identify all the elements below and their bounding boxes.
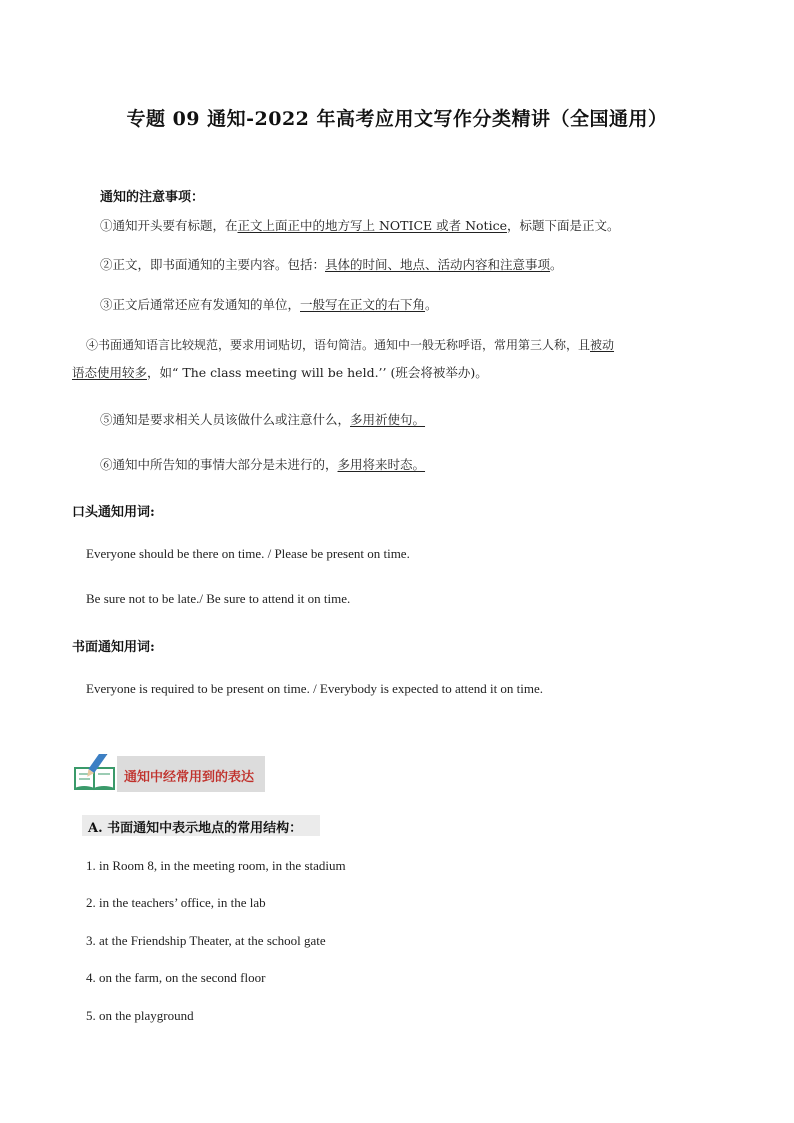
book-pencil-icon xyxy=(72,754,118,792)
note-3-tail: 。 xyxy=(425,297,438,312)
note-2 xyxy=(100,255,563,273)
section-banner-text: 通知中经常用到的表达 xyxy=(124,770,255,785)
list-item: 5. on the playground xyxy=(86,1008,194,1023)
list-item: 1. in Room 8, in the meeting room, in the stadium xyxy=(86,858,346,873)
note-4-tail: ，如“ The class meeting will be held.’’ (班会将被举办)。 xyxy=(147,365,488,380)
note-4-underline-b: 语态使用较多 xyxy=(72,365,148,380)
oral-line-2: Be sure not to be late./ Be sure to attend it on time. xyxy=(86,591,351,606)
oral-line-1: Everyone should be there on time. / Please be present on time. xyxy=(86,546,410,561)
note-4-line1 xyxy=(86,336,614,353)
note-2-underline: 具体的时间、地点、活动内容和注意事项 xyxy=(325,257,551,272)
list-item: 3. at the Friendship Theater, at the school gate xyxy=(86,933,326,948)
note-1-tail: ，标题下面是正文。 xyxy=(506,218,620,233)
note-1-underline: 正文上面正中的地方写上 NOTICE 或者 Notice xyxy=(237,218,507,233)
note-6 xyxy=(100,455,425,473)
note-5-underline: 多用祈使句。 xyxy=(350,412,426,427)
note-4-underline-a: 被动 xyxy=(590,338,615,352)
list-item: 2. in the teachers’ office, in the lab xyxy=(86,895,266,910)
location-subheading: A. 书面通知中表示地点的常用结构： xyxy=(88,821,303,836)
note-2-tail: 。 xyxy=(550,257,563,272)
note-5-text: ⑤通知是要求相关人员该做什么或注意什么， xyxy=(100,412,351,427)
oral-heading: 口头通知用词: xyxy=(72,505,155,520)
note-4-line2 xyxy=(72,363,488,381)
note-1 xyxy=(100,216,619,234)
written-heading: 书面通知用词: xyxy=(72,640,155,655)
note-5 xyxy=(100,410,425,428)
written-line-1: Everyone is required to be present on time. / Everybody is expected to attend it on time. xyxy=(86,681,544,696)
note-3-text: ③正文后通常还应有发通知的单位， xyxy=(100,297,301,312)
note-4-text: ④书面通知语言比较规范，要求用词贴切，语句简洁。通知中一般无称呼语，常用第三人称，且 xyxy=(86,338,591,352)
note-3-underline: 一般写在正文的右下角 xyxy=(300,297,426,312)
notes-heading: 通知的注意事项： xyxy=(100,190,205,205)
list-item: 4. on the farm, on the second floor xyxy=(86,970,266,985)
page-title: 专题 09 通知-2022 年高考应用文写作分类精讲（全国通用） xyxy=(126,108,668,130)
note-3 xyxy=(100,295,438,313)
note-1-text: ①通知开头要有标题，在 xyxy=(100,218,238,233)
note-2-text: ②正文，即书面通知的主要内容。包括： xyxy=(100,257,326,272)
note-6-underline: 多用将来时态。 xyxy=(337,457,426,472)
note-6-text: ⑥通知中所告知的事情大部分是未进行的， xyxy=(100,457,338,472)
